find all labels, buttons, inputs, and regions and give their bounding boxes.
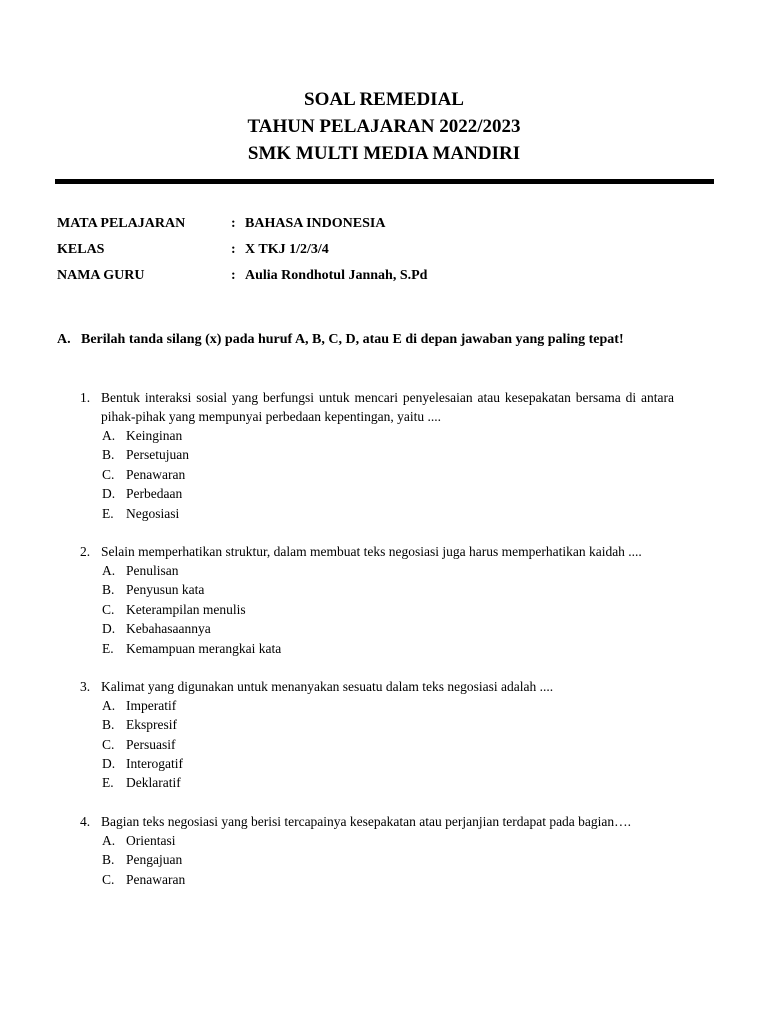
option-letter: A. (102, 832, 116, 848)
question-number: 1. (80, 390, 91, 405)
info-row-teacher (57, 266, 697, 292)
option-letter: B. (102, 717, 115, 733)
option-text: Ekspresif (126, 717, 177, 733)
option-text: Perbedaan (126, 486, 183, 502)
section-instruction (57, 330, 674, 350)
section-letter: A. (57, 332, 71, 347)
instruction-text: Berilah tanda silang (x) pada huruf A, B, C, D, atau E di depan jawaban yang paling tepat! (81, 332, 624, 347)
header-school-year: TAHUN PELAJARAN 2022/2023 (247, 116, 521, 137)
question-text: Kalimat yang digunakan untuk menanyakan sesuatu dalam teks negosiasi adalah .... (101, 678, 554, 694)
info-colon: : (231, 268, 236, 283)
option-text: Kemampuan merangkai kata (126, 640, 282, 656)
option-c (102, 600, 674, 619)
option-letter: B. (102, 852, 115, 868)
option-text: Persuasif (126, 736, 176, 752)
option-letter: A. (102, 697, 116, 713)
option-a (102, 696, 674, 715)
info-value: X TKJ 1/2/3/4 (245, 242, 329, 257)
option-b (102, 580, 674, 599)
question-2 (78, 542, 674, 658)
option-text: Penawaran (126, 871, 186, 887)
question-list (78, 388, 674, 908)
option-letter: A. (102, 428, 116, 443)
document-header (0, 86, 768, 167)
option-text: Penawaran (126, 466, 186, 482)
option-text: Keterampilan menulis (126, 601, 246, 617)
info-label: MATA PELAJARAN (57, 216, 186, 231)
option-c (102, 465, 674, 484)
question-number: 4. (80, 813, 91, 829)
option-d (102, 484, 674, 503)
option-letter: A. (102, 562, 116, 578)
option-c (102, 870, 674, 889)
option-d (102, 754, 674, 773)
option-letter: E. (102, 775, 114, 791)
option-b (102, 850, 674, 869)
option-e (102, 639, 674, 658)
option-e (102, 504, 674, 523)
header-title: SOAL REMEDIAL (304, 89, 464, 110)
question-4 (78, 812, 674, 889)
option-b (102, 445, 674, 464)
header-divider (55, 179, 714, 184)
info-value: Aulia Rondhotul Jannah, S.Pd (245, 268, 428, 283)
option-c (102, 735, 674, 754)
option-b (102, 715, 674, 734)
option-letter: B. (102, 447, 115, 463)
option-letter: D. (102, 486, 116, 502)
question-text: Bentuk interaksi sosial yang berfungsi untuk mencari penyelesaian atau kesepakatan bersama di antara pihak-pihak yang mempunyai perbedaan kepentingan, yaitu .... (101, 390, 674, 424)
option-d (102, 619, 674, 638)
info-colon: : (231, 242, 236, 257)
option-text: Penyusun kata (126, 582, 205, 598)
info-value: BAHASA INDONESIA (245, 216, 386, 231)
option-letter: D. (102, 756, 116, 772)
option-text: Orientasi (126, 832, 176, 848)
option-text: Negosiasi (126, 505, 180, 521)
info-row-subject (57, 214, 697, 240)
option-text: Keinginan (126, 428, 183, 443)
question-number: 2. (80, 543, 91, 559)
header-school-name: SMK MULTI MEDIA MANDIRI (247, 143, 521, 164)
option-text: Imperatif (126, 697, 177, 713)
info-label: KELAS (57, 242, 105, 257)
option-a (102, 561, 674, 580)
option-a (102, 426, 674, 445)
option-text: Pengajuan (126, 852, 183, 868)
option-text: Kebahasaannya (126, 621, 211, 637)
question-number: 3. (80, 678, 91, 694)
option-text: Deklaratif (126, 775, 181, 791)
question-3 (78, 677, 674, 793)
option-letter: D. (102, 621, 116, 637)
option-letter: C. (102, 466, 115, 482)
question-text: Selain memperhatikan struktur, dalam membuat teks negosiasi juga harus memperhatikan kaidah .... (101, 543, 642, 559)
exam-info (57, 214, 697, 292)
info-colon: : (231, 216, 236, 231)
option-letter: C. (102, 601, 115, 617)
option-text: Interogatif (126, 756, 183, 772)
option-letter: C. (102, 736, 115, 752)
question-1 (78, 388, 674, 523)
info-label: NAMA GURU (57, 268, 145, 283)
option-letter: E. (102, 505, 114, 521)
option-a (102, 831, 674, 850)
info-row-class (57, 240, 697, 266)
option-text: Penulisan (126, 562, 179, 578)
option-letter: B. (102, 582, 115, 598)
option-letter: C. (102, 871, 115, 887)
option-e (102, 773, 674, 792)
option-letter: E. (102, 640, 114, 656)
option-text: Persetujuan (126, 447, 189, 463)
question-text: Bagian teks negosiasi yang berisi tercapainya kesepakatan atau perjanjian terdapat pada bagian…. (101, 813, 632, 829)
